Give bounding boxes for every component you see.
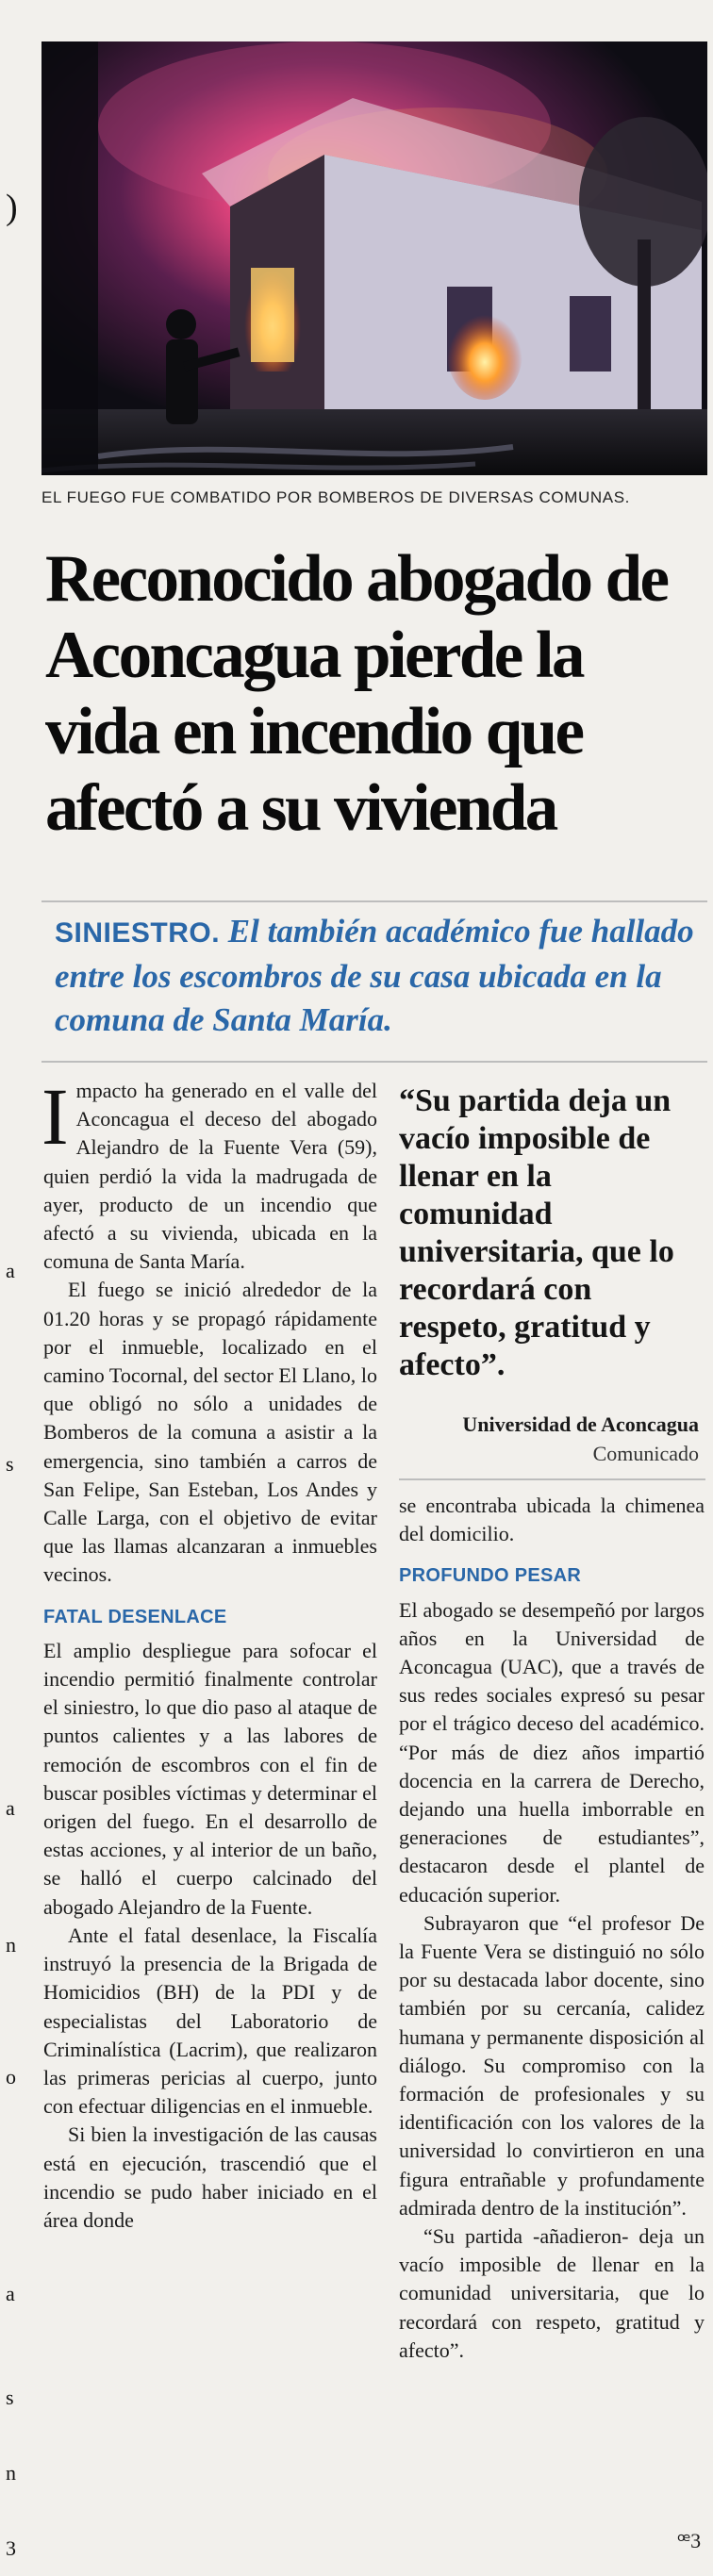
deck-kicker: SINIESTRO. — [55, 917, 221, 949]
pull-quote-org: Universidad de Aconcagua — [462, 1412, 699, 1436]
strip-mark: a — [6, 1796, 15, 1820]
subhead-fatal-desenlace: FATAL DESENLACE — [43, 1606, 227, 1627]
drop-cap: I — [41, 1071, 69, 1162]
paragraph: El abogado se desempeñó por largos años en la Universidad de Aconcagua (UAC), que a través de sus redes sociales expresó su pesar por el trágico deceso del académico. “Por más de diez años impartió docencia en la carrera de Derecho, dejando una huella imborrable en generaciones de estudiantes”, destacaron desde el plantel de educación superior. — [399, 1597, 705, 1907]
body-column-1 — [41, 1071, 377, 2235]
strip-mark: n — [6, 2461, 16, 2485]
end-mark: ꟹ3 — [677, 2529, 702, 2552]
deck-divider — [41, 900, 707, 902]
paragraph: Si bien la investigación de las causas está en ejecución, trascendió que el incendio se pudo haber iniciado en el área donde — [43, 2122, 377, 2232]
strip-mark: s — [6, 2386, 14, 2409]
strip-mark: o — [6, 2065, 16, 2089]
paragraph: El fuego se inició alrededor de la 01.20 horas y se propagó rápidamente por el inmueble, localizado en el camino Tocornal, del sector El Llano, lo que obligó no sólo a unidades de Bomberos de la comuna a asistir a la emergencia, sino también a carros de San Felipe, San Esteban, Los Andes y Calle Larga, con el objetivo de evitar que las llamas alcanzaran a inmuebles vecinos. — [43, 1278, 377, 1587]
quote-divider — [399, 1478, 705, 1480]
paragraph: El amplio despliegue para sofocar el incendio permitió finalmente controlar el siniestro, lo que dio paso al ataque de puntos calientes y a las labores de remoción de escombros con el fin de buscar posibles víctimas y determinar el origen del fuego. En el desarrollo de estas acciones, y al interior de un baño, se halló el cuerpo calcinado del abogado Alejandro de la Fuente. — [43, 1638, 377, 1919]
paragraph: “Su partida -añadieron- deja un vacío imposible de llenar en la comunidad universitaria, que lo recordará con respeto, gratitud y afecto”. — [399, 2224, 705, 2362]
pull-quote-type: Comunicado — [592, 1442, 699, 1465]
paragraph: Ante el fatal desenlace, la Fiscalía instruyó la presencia de la Brigada de Homicidios (BH) de la PDI y de especialistas del Laboratorio de Criminalística (Lacrim), que realizaron las primeras pericias al cuerpo, junto con efectuar diligencias en el inmueble. — [43, 1923, 377, 2119]
pull-quote: “Su partida deja un vacío imposible de llenar en la comunidad universitaria, que lo recordará con respeto, gratitud y afecto”. — [399, 1083, 674, 1382]
subhead-profundo-pesar: PROFUNDO PESAR — [399, 1565, 582, 1587]
deck — [55, 910, 705, 1042]
paragraph: se encontraba ubicada la chimenea del domicilio. — [399, 1494, 705, 1546]
deck-text: El también académico fue hallado entre los escombros de su casa ubicada en la comuna de Santa María. — [55, 913, 694, 1038]
paragraph — [41, 1071, 377, 1276]
body-column-2 — [399, 1492, 705, 2365]
left-margin-strip — [0, 0, 28, 2576]
paragraph-text: mpacto ha generado en el valle del Aconcagua el deceso del abogado Alejandro de la Fuente Vera (59), quien perdió la vida la madrugada de ayer, producto de un incendio que afectó a su vivienda, ubicada en la comuna de Santa María. — [43, 1079, 377, 1274]
fire-photo — [41, 41, 707, 475]
strip-mark: n — [6, 1933, 16, 1957]
photo-caption: EL FUEGO FUE COMBATIDO POR BOMBEROS DE DIVERSAS COMUNAS. — [41, 488, 630, 506]
strip-mark: a — [6, 2282, 15, 2305]
strip-mark: a — [6, 1259, 15, 1282]
strip-mark: ) — [6, 188, 18, 227]
strip-mark: s — [6, 1452, 14, 1476]
fire-photo-illustration — [41, 41, 707, 475]
pull-quote-source — [399, 1410, 699, 1468]
strip-mark: 3 — [6, 2536, 16, 2560]
headline: Reconocido abogado de Aconcagua pierde la vida en incendio que afectó a su vivienda — [45, 542, 668, 845]
paragraph: Subrayaron que “el profesor De la Fuente Vera se distinguió no sólo por su destacada labor docente, sino también por su cercanía, calidez humana y permanente disposición al diálogo. Su compromiso con la formación de profesionales y su identificación con los valores de la universidad lo convirtieron en una figura entrañable y profundamente admirada dentro de la institución”. — [399, 1910, 705, 2220]
body-divider — [41, 1061, 707, 1063]
